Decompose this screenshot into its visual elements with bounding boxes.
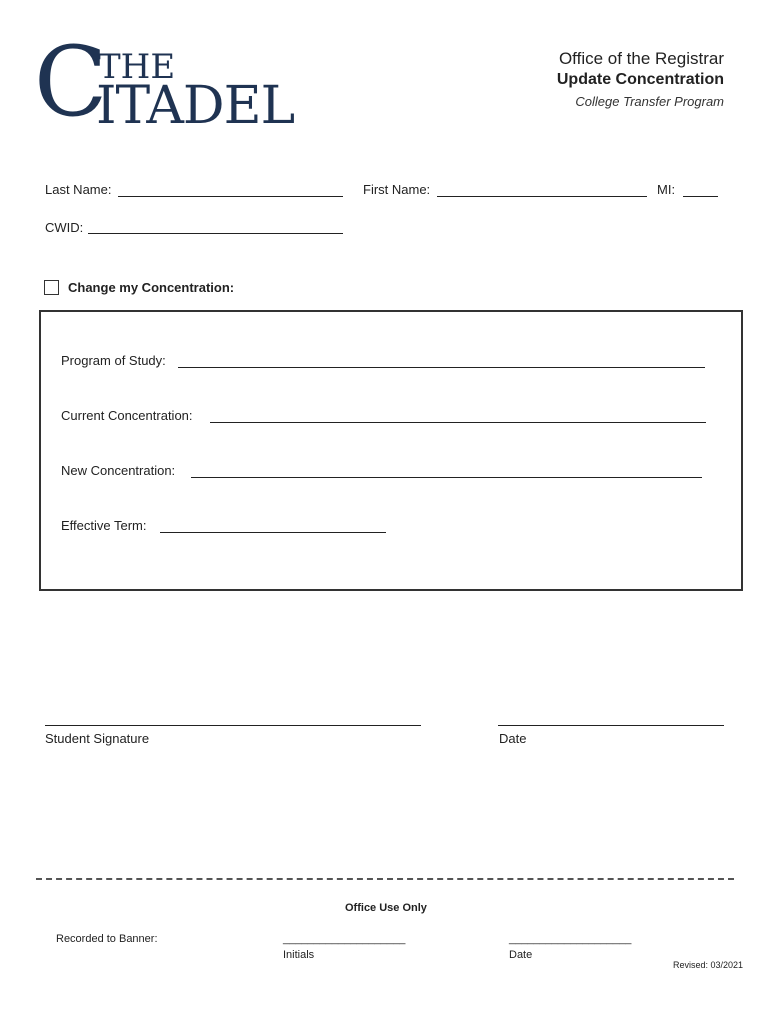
change-concentration-label: Change my Concentration: [68,280,235,295]
student-signature-field[interactable] [45,725,421,726]
cwid-label: CWID: [45,220,84,235]
office-use-title: Office Use Only [345,902,427,914]
logo-letter-c: C [34,26,106,138]
mi-label: MI: [657,182,676,197]
office-use-divider [36,878,734,880]
office-date-label: Date [509,949,533,961]
program-of-study-field[interactable] [178,367,705,368]
signature-date-field[interactable] [498,725,724,726]
student-signature-label: Student Signature [45,731,150,746]
form-title: Update Concentration [556,71,724,88]
revised-date: Revised: 03/2021 [673,960,744,970]
current-concentration-label: Current Concentration: [61,408,193,423]
initials-label: Initials [283,949,315,961]
mi-field[interactable] [683,196,718,197]
cwid-field[interactable] [88,233,343,234]
citadel-logo [34,26,324,138]
initials-line[interactable]: ____________________ [283,933,406,945]
last-name-field[interactable] [118,196,343,197]
office-date-line[interactable]: ____________________ [509,933,632,945]
effective-term-label: Effective Term: [61,518,147,533]
current-concentration-field[interactable] [210,422,706,423]
program-of-study-label: Program of Study: [61,353,166,368]
recorded-to-banner-label: Recorded to Banner: [56,933,158,945]
new-concentration-label: New Concentration: [61,463,176,478]
change-concentration-checkbox[interactable] [44,280,59,295]
office-title: Office of the Registrar [558,49,724,68]
first-name-field[interactable] [437,196,647,197]
signature-date-label: Date [499,731,527,746]
logo-itadel: ITADEL [96,76,295,136]
new-concentration-field[interactable] [191,477,702,478]
first-name-label: First Name: [363,182,431,197]
form-subtitle: College Transfer Program [575,94,724,109]
logo-the: THE [98,47,176,87]
effective-term-field[interactable] [160,532,386,533]
last-name-label: Last Name: [45,182,112,197]
